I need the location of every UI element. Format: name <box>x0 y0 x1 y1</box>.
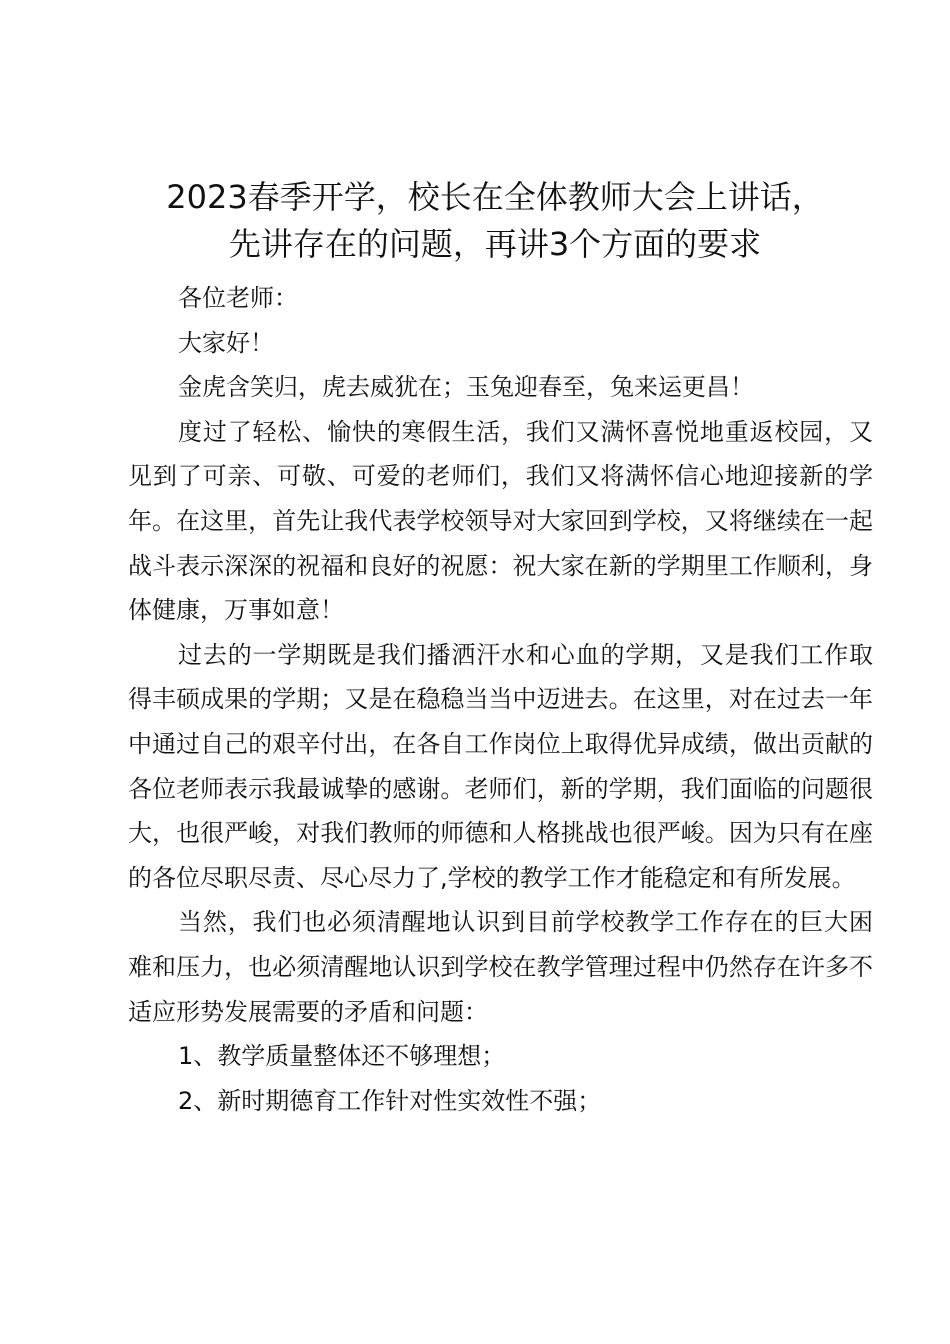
list-item: 1、教学质量整体还不够理想； <box>178 1042 506 1071</box>
list-item: 2、新时期德育工作针对性实效性不强； <box>178 1086 602 1115</box>
document-body <box>128 276 873 1123</box>
paragraph-welcome: 度过了轻松、愉快的寒假生活，我们又满怀喜悦地重返校园，又见到了可亲、可敬、可爱的老师们，我们又将满怀信心地迎接新的学年。在这里，首先让我代表学校领导对大家回到学校，又将继续在一起战斗表示深深的祝福和良好的祝愿：祝大家在新的学期里工作顺利，身体健康，万事如意！ <box>128 417 873 625</box>
greeting: 大家好！ <box>178 328 274 357</box>
couplet: 金虎含笑归，虎去威犹在；玉兔迎春至，兔来运更昌！ <box>178 373 754 402</box>
salutation: 各位老师： <box>178 284 298 312</box>
paragraph-review: 过去的一学期既是我们播洒汗水和心血的学期，又是我们工作取得丰硕成果的学期；又是在稳稳当当中迈进去。在这里，对在过去一年中通过自己的艰辛付出，在各自工作岗位上取得优异成绩，做出贡献的各位老师表示我最诚挚的感谢。老师们，新的学期，我们面临的问题很大，也很严峻，对我们教师的师德和人格挑战也很严峻。因为只有在座的各位尽职尽责、尽心尽力了,学校的教学工作才能稳定和有所发展。 <box>128 640 873 892</box>
document-title-line-1: 2023春季开学，校长在全体教师大会上讲话， <box>166 178 824 216</box>
paragraph-problems: 当然，我们也必须清醒地认识到目前学校教学工作存在的巨大困难和压力，也必须清醒地认识到学校在教学管理过程中仍然存在许多不适应形势发展需要的矛盾和问题： <box>128 908 873 1026</box>
document-title-line-2: 先讲存在的问题，再讲3个方面的要求 <box>228 225 762 263</box>
